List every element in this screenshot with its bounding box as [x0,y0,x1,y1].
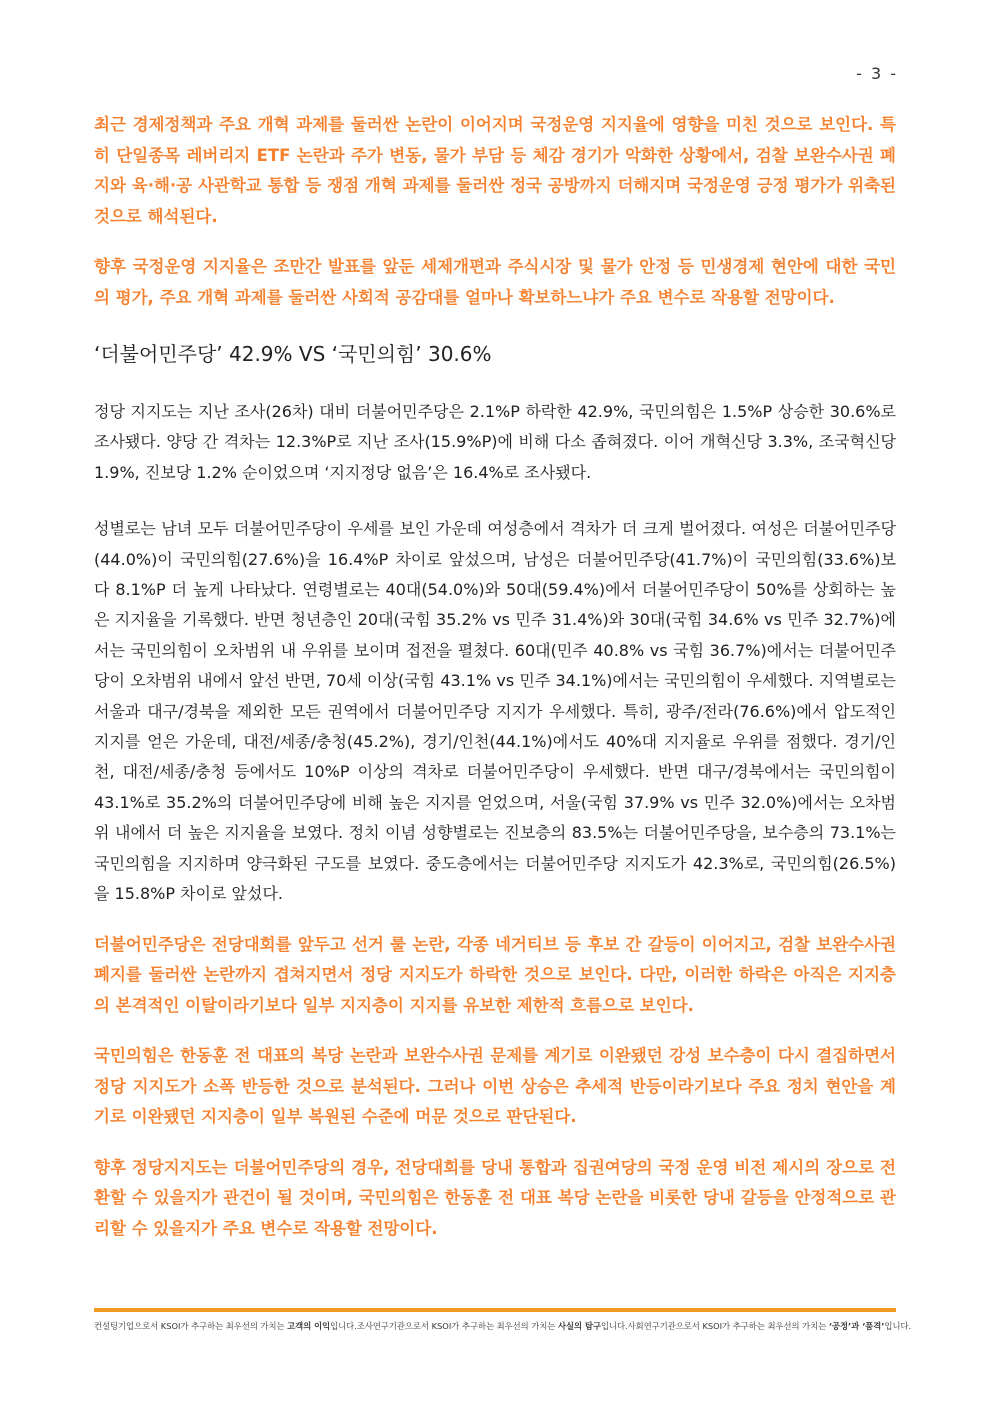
intro-paragraph-2: 향후 국정운영 지지율은 조만간 발표를 앞둔 세제개편과 주식시장 및 물가 안정 등 민생경제 현안에 대한 국민의 평가, 주요 개혁 과제를 둘러싼 사회적 공감대를 얼마나 확보하느냐가 주요 변수로 작용할 전망이다. [94,257,896,307]
intro-paragraph-1: 최근 경제정책과 주요 개혁 과제를 둘러싼 논란이 이어지며 국정운영 지지율에 영향을 미친 것으로 보인다. 특히 단일종목 레버리지 ETF 논란과 주가 변동, 물가 부담 등 체감 경기가 악화한 상황에서, 검찰 보완수사권 폐지와 육·해·공 사관학교 통합 등 쟁점 개혁 과제를 둘러싼 정국 공방까지 더해지며 국정운영 긍정 평가가 위축된 것으로 해석된다. [94,115,896,226]
footer [94,1320,912,1332]
body-paragraph-2: 성별로는 남녀 모두 더불어민주당이 우세를 보인 가운데 여성층에서 격차가 더 크게 벌어졌다. 여성은 더불어민주당(44.0%)이 국민의힘(27.6%)을 16.4%P 차이로 앞섰으며, 남성은 더불어민주당(41.7%)이 국민의힘(33.6%)보다 8.1%P 더 높게 나타났다. 연령별로는 40대(54.0%)와 50대(59.4%)에서 더불어민주당이 50%를 상회하는 높은 지지율을 기록했다. 반면 청년층인 20대(국힘 35.2% vs 민주 31.4%)와 30대(국힘 34.6% vs 민주 32.7%)에서는 국민의힘이 오차범위 내 우위를 보이며 접전을 펼쳤다. 60대(민주 40.8% vs 국힘 36.7%)에서는 더불어민주당이 오차범위 내에서 앞선 반면, 70세 이상(국힘 43.1% vs 민주 34.1%)에서는 국민의힘이 우세했다. 지역별로는 서울과 대구/경북을 제외한 모든 권역에서 더불어민주당 지지가 우세했다. 특히, 광주/전라(76.6%)에서 압도적인 지지를 얻은 가운데, 대전/세종/충청(45.2%), 경기/인천(44.1%)에서도 40%대 지지율로 우위를 점했다. 경기/인천, 대전/세종/충청 등에서도 10%P 이상의 격차로 더불어민주당이 우세했다. 반면 대구/경북에서는 국민의힘이 43.1%로 35.2%의 더불어민주당에 비해 높은 지지를 얻었으며, 서울(국힘 37.9% vs 민주 32.0%)에서는 오차범위 내에서 더 높은 지지율을 보였다. 정치 이념 성향별로는 진보층의 83.5%는 더불어민주당을, 보수층의 73.1%는 국민의힘을 지지하며 양극화된 구도를 보였다. 중도층에서는 더불어민주당 지지도가 42.3%로, 국민의힘(26.5%)을 15.8%P 차이로 앞섰다. [94,519,896,904]
footer-statement-consulting: 컨설팅기업으로서 KSOI가 추구하는 최우선의 가치는 고객의 이익입니다. [94,1321,357,1331]
footer-divider [94,1308,896,1312]
page-number: - 3 - [856,64,898,83]
analysis-paragraph-1: 더불어민주당은 전당대회를 앞두고 선거 룰 논란, 각종 네거티브 등 후보 간 갈등이 이어지고, 검찰 보완수사권 폐지를 둘러싼 논란까지 겹쳐지면서 정당 지지도가 하락한 것으로 보인다. 다만, 이러한 하락은 아직은 지지층의 본격적인 이탈이라기보다 일부 지지층이 지지를 유보한 제한적 흐름으로 보인다. [94,934,896,1015]
footer-statement-social: 사회연구기관으로서 KSOI가 추구하는 최우선의 가치는 ‘공정’과 ‘품격’입니다. [627,1321,912,1331]
body-paragraph-1: 정당 지지도는 지난 조사(26차) 대비 더불어민주당은 2.1%P 하락한 42.9%, 국민의힘은 1.5%P 상승한 30.6%로 조사됐다. 양당 간 격차는 12.3%P로 지난 조사(15.9%P)에 비해 다소 좁혀졌다. 이어 개혁신당 3.3%, 조국혁신당 1.9%, 진보당 1.2% 순이었으며 ‘지지정당 없음’은 16.4%로 조사됐다. [94,402,896,482]
document-body [94,110,896,1244]
footer-statement-research: 조사연구기관으로서 KSOI가 추구하는 최우선의 가치는 사실의 탐구입니다. [356,1321,628,1331]
analysis-paragraph-2: 국민의힘은 한동훈 전 대표의 복당 논란과 보완수사권 문제를 계기로 이완됐던 강성 보수층이 다시 결집하면서 정당 지지도가 소폭 반등한 것으로 분석된다. 그러나 이번 상승은 추세적 반등이라기보다 주요 정치 현안을 계기로 이완됐던 지지층이 일부 복원된 수준에 머문 것으로 판단된다. [94,1046,896,1126]
analysis-paragraph-3: 향후 정당지지도는 더불어민주당의 경우, 전당대회를 당내 통합과 집권여당의 국정 운영 비전 제시의 장으로 전환할 수 있을지가 관건이 될 것이며, 국민의힘은 한동훈 전 대표 복당 논란을 비롯한 당내 갈등을 안정적으로 관리할 수 있을지가 주요 변수로 작용할 전망이다. [94,1157,896,1238]
section-heading: ‘더불어민주당’ 42.9% VS ‘국민의힘’ 30.6% [94,342,492,366]
